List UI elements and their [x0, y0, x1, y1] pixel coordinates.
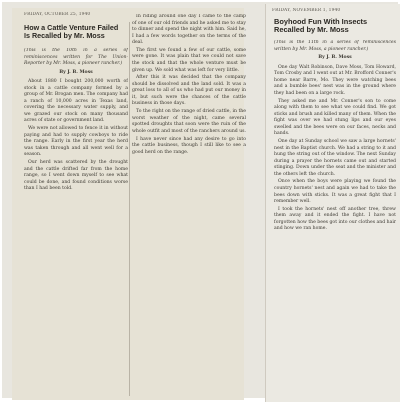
- left-headline: How a Cattle Venture Failed Is Recalled by Mr. Moss: [24, 23, 119, 41]
- left-column-1: [24, 48, 128, 398]
- paragraph: After this it was decided that the company should be dissolved and the land sold. It was a great loss to all of us who had put our money in it, but such were the chances of the cattle business in those days.: [132, 75, 246, 107]
- paragraph: We were not allowed to fence it in without paying and had to supply cowboys to ride the range. Early in the first year the herd was taken through and all went well for a season.: [24, 126, 128, 158]
- right-intro: (This is the 11th in a series of reminiscences written by Mr. Moss, a pioneer rancher.): [274, 40, 396, 52]
- paragraph: In riding around one day I came to the camp of one of our old friends and he asked me to stay to dinner and spend the night with him. Said he, I had a few words together on the terms of the deal.: [132, 14, 246, 46]
- left-intro: (This is the 10th in a series of reminiscences written for The Union-Reporter by Mr. Moss, a pioneer rancher.): [24, 48, 128, 67]
- left-byline: By J. B. Moss: [59, 69, 93, 75]
- right-byline: By J. B. Moss: [318, 55, 352, 61]
- left-clipping: [12, 8, 244, 400]
- right-dateline: FRIDAY, NOVEMBER 1, 1940: [272, 8, 341, 13]
- paragraph: One day Walt Robinson, Dave Moss, Tom Howard, Tom Crosby and I went out at Mr. Brofford Conner's home near Barre, Mo. They were watching bees and a bumble bees' nest was in the ground where they had been on a large rock.: [274, 64, 396, 96]
- paragraph: Our herd was scattered by the drought and the cattle drifted far from the home range, so I went down myself to see what could be done, and found conditions worse than I had been told.: [24, 160, 128, 192]
- left-dateline: FRIDAY, OCTOBER 25, 1940: [24, 12, 91, 17]
- scanned-page: [2, 2, 398, 398]
- paragraph: The first we found a few of our cattle, some were gone. It was plain that we could not save the stock and that the whole venture must be given up. We sold what was left for very little.: [132, 47, 246, 73]
- paragraph: Once when the boys were playing we found the country hornets' nest and again we had to take the bees down with sticks. It was a great fight that I remember well.: [274, 179, 396, 205]
- column-divider: [129, 22, 130, 396]
- paragraph: I took the hornets' nest off another tree, threw them away and it ended the fight. I have not forgotten how the bees got into our clothes and hair and how we ran home.: [274, 206, 396, 232]
- paragraph: About 1880 I bought 200,000 worth of stock in a cattle company formed by a group of Mr. Brogan men. The company had a ranch of 10,000 acres in Texas land, covering the necessary water supply, and we grazed our stock on many thousand acres of state or government land.: [24, 79, 128, 124]
- paragraph: They asked me and Mr. Conner's son to come along with them to see what we could find. We got sticks and brush and killed many of them. When the fight was over we had stung lips and our eyes swelled and the bees were on our faces, necks and hands.: [274, 98, 396, 137]
- right-clipping: [265, 4, 400, 402]
- right-column: [274, 40, 396, 400]
- paragraph: I have never since had any desire to go into the cattle business, though I still like to see a good herd on the range.: [132, 136, 246, 155]
- paragraph: To the right on the range of dried cattle, in the worst weather of the night, came several spotted droughts that soon were the ruin of the whole outfit and most of the ranchers around us.: [132, 109, 246, 134]
- left-column-2: [132, 14, 246, 400]
- right-headline: Boyhood Fun With Insects Recalled by Mr. Moss: [274, 17, 368, 35]
- paragraph: One day at Sunday school we saw a large hornets' nest in the Baptist church. We had a string to it and hung the string out of the window. The next Sunday during a prayer the hornets came out and started stinging. Down under the seat and the minister and the others left the church.: [274, 139, 396, 177]
